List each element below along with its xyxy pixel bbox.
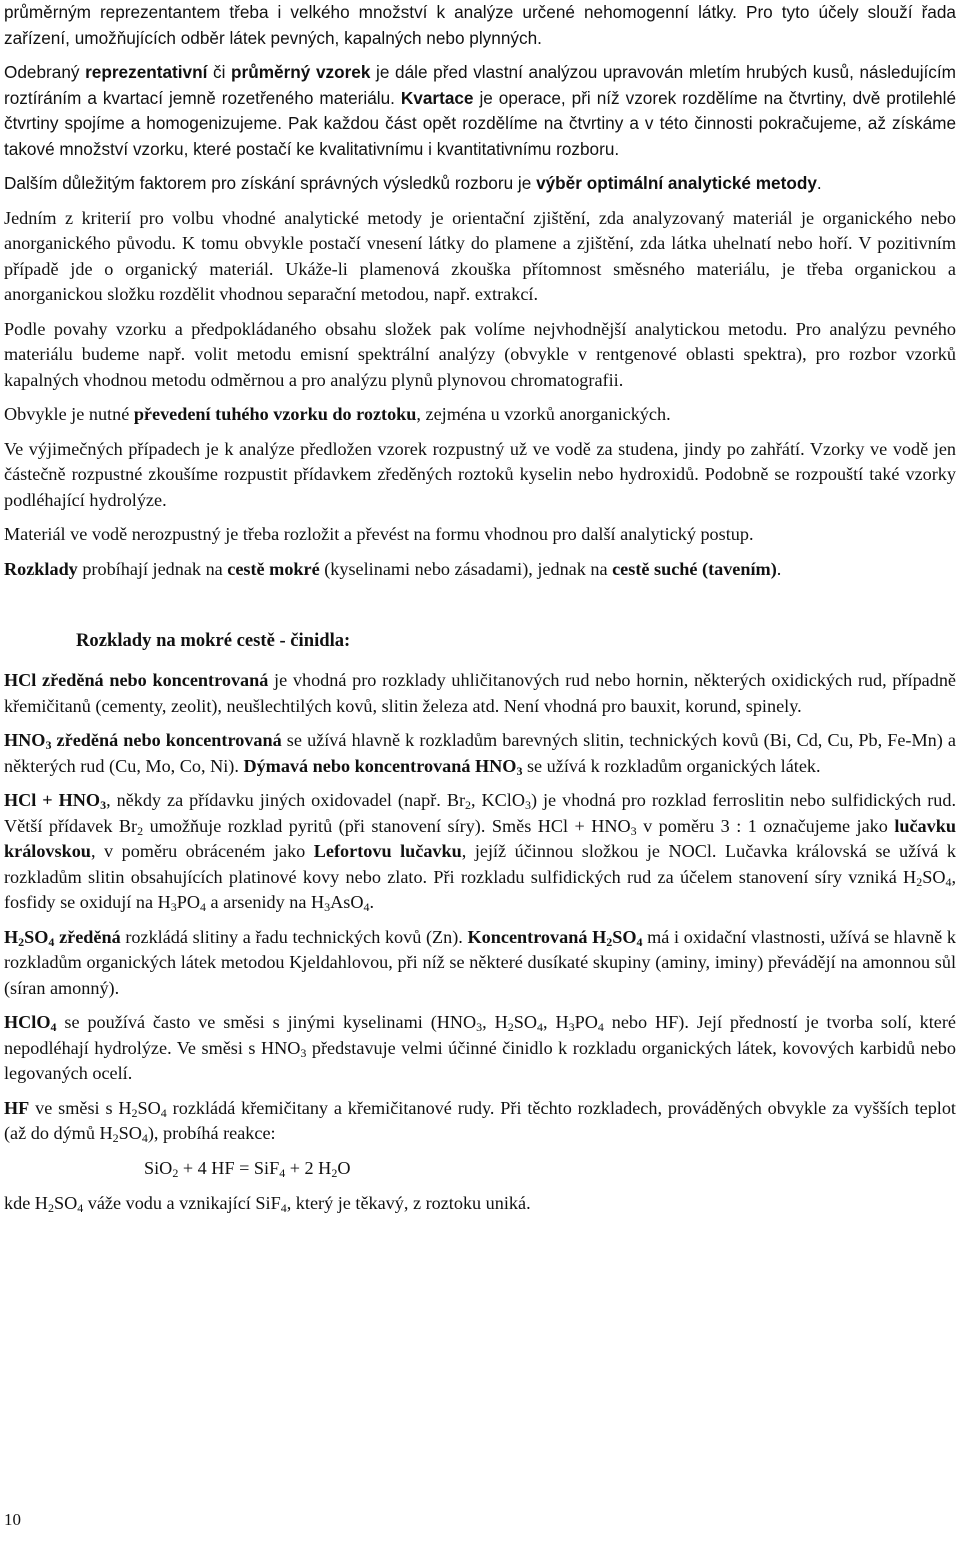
- para-h2so4: $H_2SO_4$ zředěná rozkládá slitiny a řadu technických kovů (Zn). Koncentrovaná $H_2SO_4$ má i oxidační vlastnosti, užívá se hlavně k rozkladům organických látek metodou Kjeldahlovou, při níž se některé dusíkaté skupiny (aminy, iminy) převádějí na amonnou sůl (síran amonný).: [4, 926, 956, 998]
- para-hcl: HCl zředěná nebo koncentrovaná je vhodná pro rozklady uhličitanových rud nebo hornin, některých oxidických rud, případně křemičitanů (cementy, zeolit), neušlechtilých kovů, slitin železa atd. Není vhodná pro bauxit, korund, spinely.: [4, 670, 956, 716]
- para-nerozpustny: Materiál ve vodě nerozpustný je třeba rozložit a převést na formu vhodnou pro další analytický postup.: [4, 524, 754, 544]
- para-dalsi-faktor: Dalším důležitým faktorem pro získání správných výsledků rozboru je výběr optimální analytické metody.: [4, 173, 822, 193]
- para-hclo4: HClO$_4$ se používá často ve směsi s jinými kyselinami ($HNO_3$, $H_2SO_4$, $H_3PO_4$ nebo HF). Její předností je tvorba solí, které nepodléhají hydrolýze. Ve směsi s $HNO_3$ představuje velmi účinné činidlo k rozkladu organických látek, kovových karbidů nebo legovaných ocelí.: [4, 1012, 956, 1083]
- document-body: [4, 0, 956, 1216]
- para-hcl-hno3: HCl + $HNO_3$, někdy za přídavku jiných oxidovadel (např. $Br_2$, KClO$_3$) je vhodná pro rozklad ferroslitin nebo sulfidických rud. Větší přídavek $Br_2$ umožňuje rozklad pyritů (při stanovení síry). Směs HCl + $HNO_3$ v poměru 3 : 1 označujeme jako lučavku královskou, v poměru obráceném jako Lefortovu lučavku, jejíž účinnou složkou je NOCl. Lučavka královská se užívá k rozkladům slitin obsahujících platinové kovy nebo zlato. Při rozkladu sulfidických rud za účelem stanovení síry vzniká $H_2SO_4$, fosfidy se oxidují na $H_3PO_4$ a arsenidy na $H_3AsO_4$.: [4, 790, 956, 914]
- para-kriteria: Jedním z kriterií pro volbu vhodné analytické metody je orientační zjištění, zda analyzovaný materiál je organického nebo anorganického původu. K tomu obvykle postačí vnesení látky do plamene a zjištění, zda látka uhelnatí nebo hoří. V pozitivním případě jde o organický materiál. Ukáže-li plamenová zkouška přítomnost směsného materiálu, je třeba organickou a anorganickou složku rozdělit vhodnou separační metodou, např. extrakcí.: [4, 207, 956, 304]
- para-hno3: $HNO_3$ zředěná nebo koncentrovaná se užívá hlavně k rozkladům barevných slitin, technických kovů (Bi, Cd, Cu, Pb, Fe-Mn) a některých rud (Cu, Mo, Co, Ni). Dýmavá nebo koncentrovaná $HNO_3$ se užívá k rozkladům organických látek.: [4, 730, 956, 778]
- para-vyjimecne: Ve výjimečných případech je k analýze předložen vzorek rozpustný už ve vodě za studena, jindy po zahřátí. Vzorky ve vodě jen částečně rozpustné zkoušíme rozpustit přídavkem zředěných roztoků kyselin nebo hydroxidů. Podobně se rozpouští také vzorky podléhající hydrolýze.: [4, 438, 956, 510]
- page-number: 10: [4, 1510, 21, 1529]
- para-rozklady: Rozklady probíhají jednak na cestě mokré (kyselinami nebo zásadami), jednak na cestě suché (tavením).: [4, 558, 782, 579]
- para-odebrany-vzorek: Odebraný reprezentativní či průměrný vzorek je dále před vlastní analýzou upravován mletím hrubých kusů, následujícím roztíráním a kvartací jemně rozetřeného materiálu. Kvartace je operace, při níž vzorek rozdělíme na čtvrtiny, dvě protilehlé čtvrtiny spojíme a homogenizujeme. Pak každou část opět rozdělíme na čtvrtiny a v této činnosti pokračujeme, až získáme takové množství vzorku, které postačí ke kvalitativnímu i kvantitativnímu rozboru.: [4, 62, 956, 159]
- document-page: [4, 0, 956, 1225]
- para-hf: HF ve směsi s $H_2SO_4$ rozkládá křemičitany a křemičitanové rudy. Při těchto rozkladech, prováděných obvykle za vyšších teplot (až do dýmů $H_2SO_4$), probíhá reakce:: [4, 1097, 956, 1145]
- equation-sio2-hf: SiO$_2$ + 4 HF = SiF$_4$ + 2 $H_2O$: [144, 1157, 351, 1180]
- para-prevedeni: Obvykle je nutné převedení tuhého vzorku do roztoku, zejména u vzorků anorganických.: [4, 404, 671, 424]
- para-povaha-vzorku: Podle povahy vzorku a předpokládaného obsahu složek pak volíme nejvhodnější analytickou metodu. Pro analýzu pevného materiálu budeme např. volit metodu emisní spektrální analýzy (obvykle v rentgenové oblasti spektra), pro rozbor vzorků kapalných vhodnou metodu odměrnou a pro analýzu plynů plynovou chromatografii.: [4, 318, 956, 390]
- heading-mokre-cesta: Rozklady na mokré cestě - činidla:: [76, 630, 351, 651]
- para-h2so4-vaze: kde $H_2SO_4$ váže vodu a vznikající SiF$_4$, který je těkavý, z roztoku uniká.: [4, 1192, 531, 1215]
- para-reprezentant: průměrným reprezentantem třeba i velkého množství k analýze určené nehomogenní látky. Pro tyto účely slouží řada zařízení, umožňujících odběr látek pevných, kapalných nebo plynných.: [4, 2, 956, 48]
